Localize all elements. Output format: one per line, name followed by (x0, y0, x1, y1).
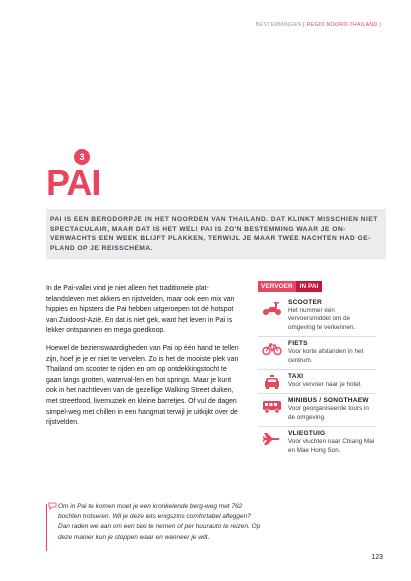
vervoer-desc: Voor vluchten naar Chiang Mai en Mae Hong Son. (288, 438, 375, 454)
vervoer-item-vliegtuig (258, 427, 376, 459)
quote-icon (48, 502, 58, 510)
page-number: 123 (371, 554, 383, 561)
scooter-icon (262, 300, 282, 316)
vervoer-desc: Voor vervoer naar je hotel. (288, 381, 362, 389)
body-paragraph-1: In de Pai-vallei vind je niet alleen het traditionele plat-telandsleven met akkers en rijstvelden, maar ook een mix van hippies en hipsters die Pai hebben uitgeroepen tot dé hotspot van Zuidoost-Azië. En dat is niet gek, want het leven in Pai is lekker ontspannen en mega goedkoop. (46, 285, 235, 335)
airplane-icon (262, 431, 282, 447)
quote-bar (46, 504, 47, 551)
minibus-icon (262, 398, 282, 414)
page-title: PAI (46, 162, 101, 203)
vervoer-item-minibus (258, 394, 376, 427)
vervoer-list (258, 296, 376, 459)
intro-box: PAI IS EEN BERGDORPJE IN HET NOORDEN VAN THAILAND. DAT KLINKT MISSCHIEN NIET SPECTACULAIR, MAAR DAT IS HET WEL! PAI IS ZO'N BESTEMMING WAAR JE ON-VERWACHTS EEN WEEK BLIJFT PLAKKEN, TERWIJL JE MAAR TWEE NACHTEN HAD GE-PLAND OP JE REISSCHEMA. (46, 209, 386, 259)
quote-text: Om in Pai te komen moet je een kronkelende berg-weg met 762 bochten trotseren. Wil je deze iets enigszins comfortabel afleggen? Dan raden we aan om een taxi te nemen of per huurauto te reizen. Op deze manier kun je stoppen waar en wanneer je wilt. (58, 503, 261, 541)
vervoer-desc: Voor georganiseerde tours in de omgeving. (288, 405, 369, 421)
bicycle-icon (262, 341, 282, 357)
vervoer-name: TAXI (288, 373, 304, 381)
header-region: [ REGIO NOORD-THAILAND ] (303, 22, 381, 28)
taxi-icon (262, 374, 282, 390)
vervoer-item-taxi (258, 370, 376, 394)
vervoer-item-scooter (258, 296, 376, 337)
vervoer-heading (258, 281, 322, 292)
vervoer-desc: Voor korte afstanden in het centrum. (288, 348, 364, 364)
vervoer-desc: Het nummer één vervoersmiddel om de omgeving te verkennen. (288, 307, 356, 331)
chapter-number: 3 (74, 149, 90, 165)
vervoer-name: FIETS (288, 340, 308, 348)
header-section: BESTEMMINGEN (255, 22, 302, 28)
running-header (256, 22, 381, 28)
vervoer-location-label: IN PAI (296, 281, 323, 292)
tip-quote (46, 502, 263, 543)
vervoer-name: MINIBUS / SONGTHAEW (288, 397, 369, 405)
vervoer-item-fiets (258, 337, 376, 370)
body-paragraph-2: Hoewel de bezienswaardigheden van Pai op één hand te tellen zijn, hoef je je er niet te vervelen. Zo is het de mooiste plek van Thailand om scooter te rijden en om op ontdekkingstocht te gaan langs grotten, waterval-len en hot springs. Maar je kunt ook in het nachtleven van de gezellige Walking Street duiken, met streetfood, livemuziek en kleine barretjes. Of vul de dagen simpel-weg met chillen in een hangmat terwijl je uitkijkt over de rijstvelden. (46, 344, 239, 427)
main-text (46, 284, 244, 436)
vervoer-name: VLIEGTUIG (288, 430, 326, 438)
vervoer-label: VERVOER (258, 281, 296, 292)
vervoer-name: SCOOTER (288, 299, 323, 306)
